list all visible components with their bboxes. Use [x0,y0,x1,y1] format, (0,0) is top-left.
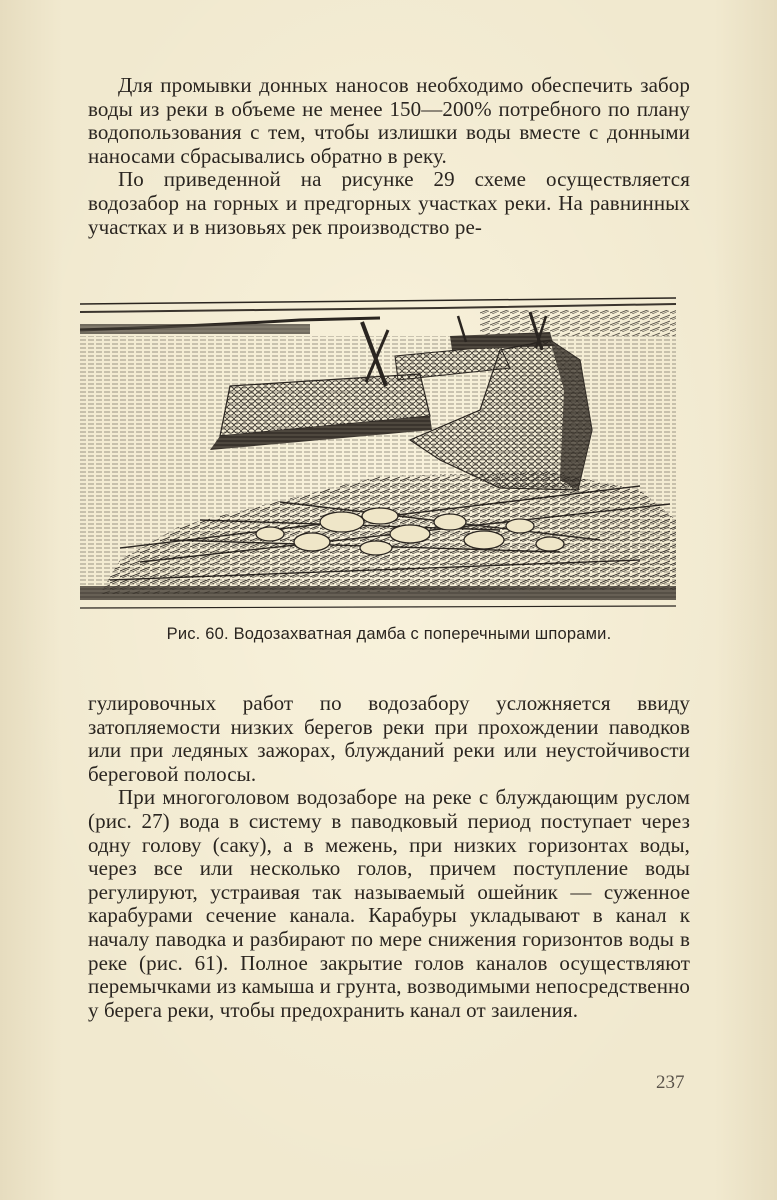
text-block-bottom [88,692,690,1022]
figure-intake-dam-illustration [80,290,676,612]
page-number: 237 [656,1072,685,1093]
paragraph-water-intake-scheme: По приведенной на рисунке 29 схеме осуществляется водозабор на горных и предгорных участках реки. На равнинных участках и в низовьях рек производство ре- [88,167,690,239]
figure-caption: Рис. 60. Водозахватная дамба с поперечными шпорами. [166,625,612,643]
text-block-top [88,74,690,239]
paragraph-sediment-flushing: Для промывки донных наносов необходимо обеспечить забор воды из реки в объеме не менее 150—200% потребного по плану водопользования с тем, чтобы излишки воды вместе с донными наносами сбрасывались обратно в реку. [88,73,690,168]
paragraph-multi-head-intake: При многоголовом водозаборе на реке с блуждающим руслом (рис. 27) вода в систему в паводковый период поступает через одну голову (саку), а в межень, при низких горизонтах воды, через все или несколько голов, причем поступление воды регулируют, устраивая так называемый ошейник — суженное карабурами сечение канала. Карабуры укладывают в канал к началу паводка и разбирают по мере снижения горизонтов воды в реке (рис. 61). Полное закрытие голов каналов осуществляют перемычками из камыша и грунта, возводимыми непосредственно у берега реки, чтобы предохранить канал от заиления. [88,785,690,1022]
dam-engraving-drawing [80,290,676,612]
paragraph-regulation-works: гулировочных работ по водозабору усложняется ввиду затопляемости низких берегов реки при прохождении паводков или при ледяных зажорах, блужданий реки или неустойчивости береговой полосы. [88,691,690,786]
